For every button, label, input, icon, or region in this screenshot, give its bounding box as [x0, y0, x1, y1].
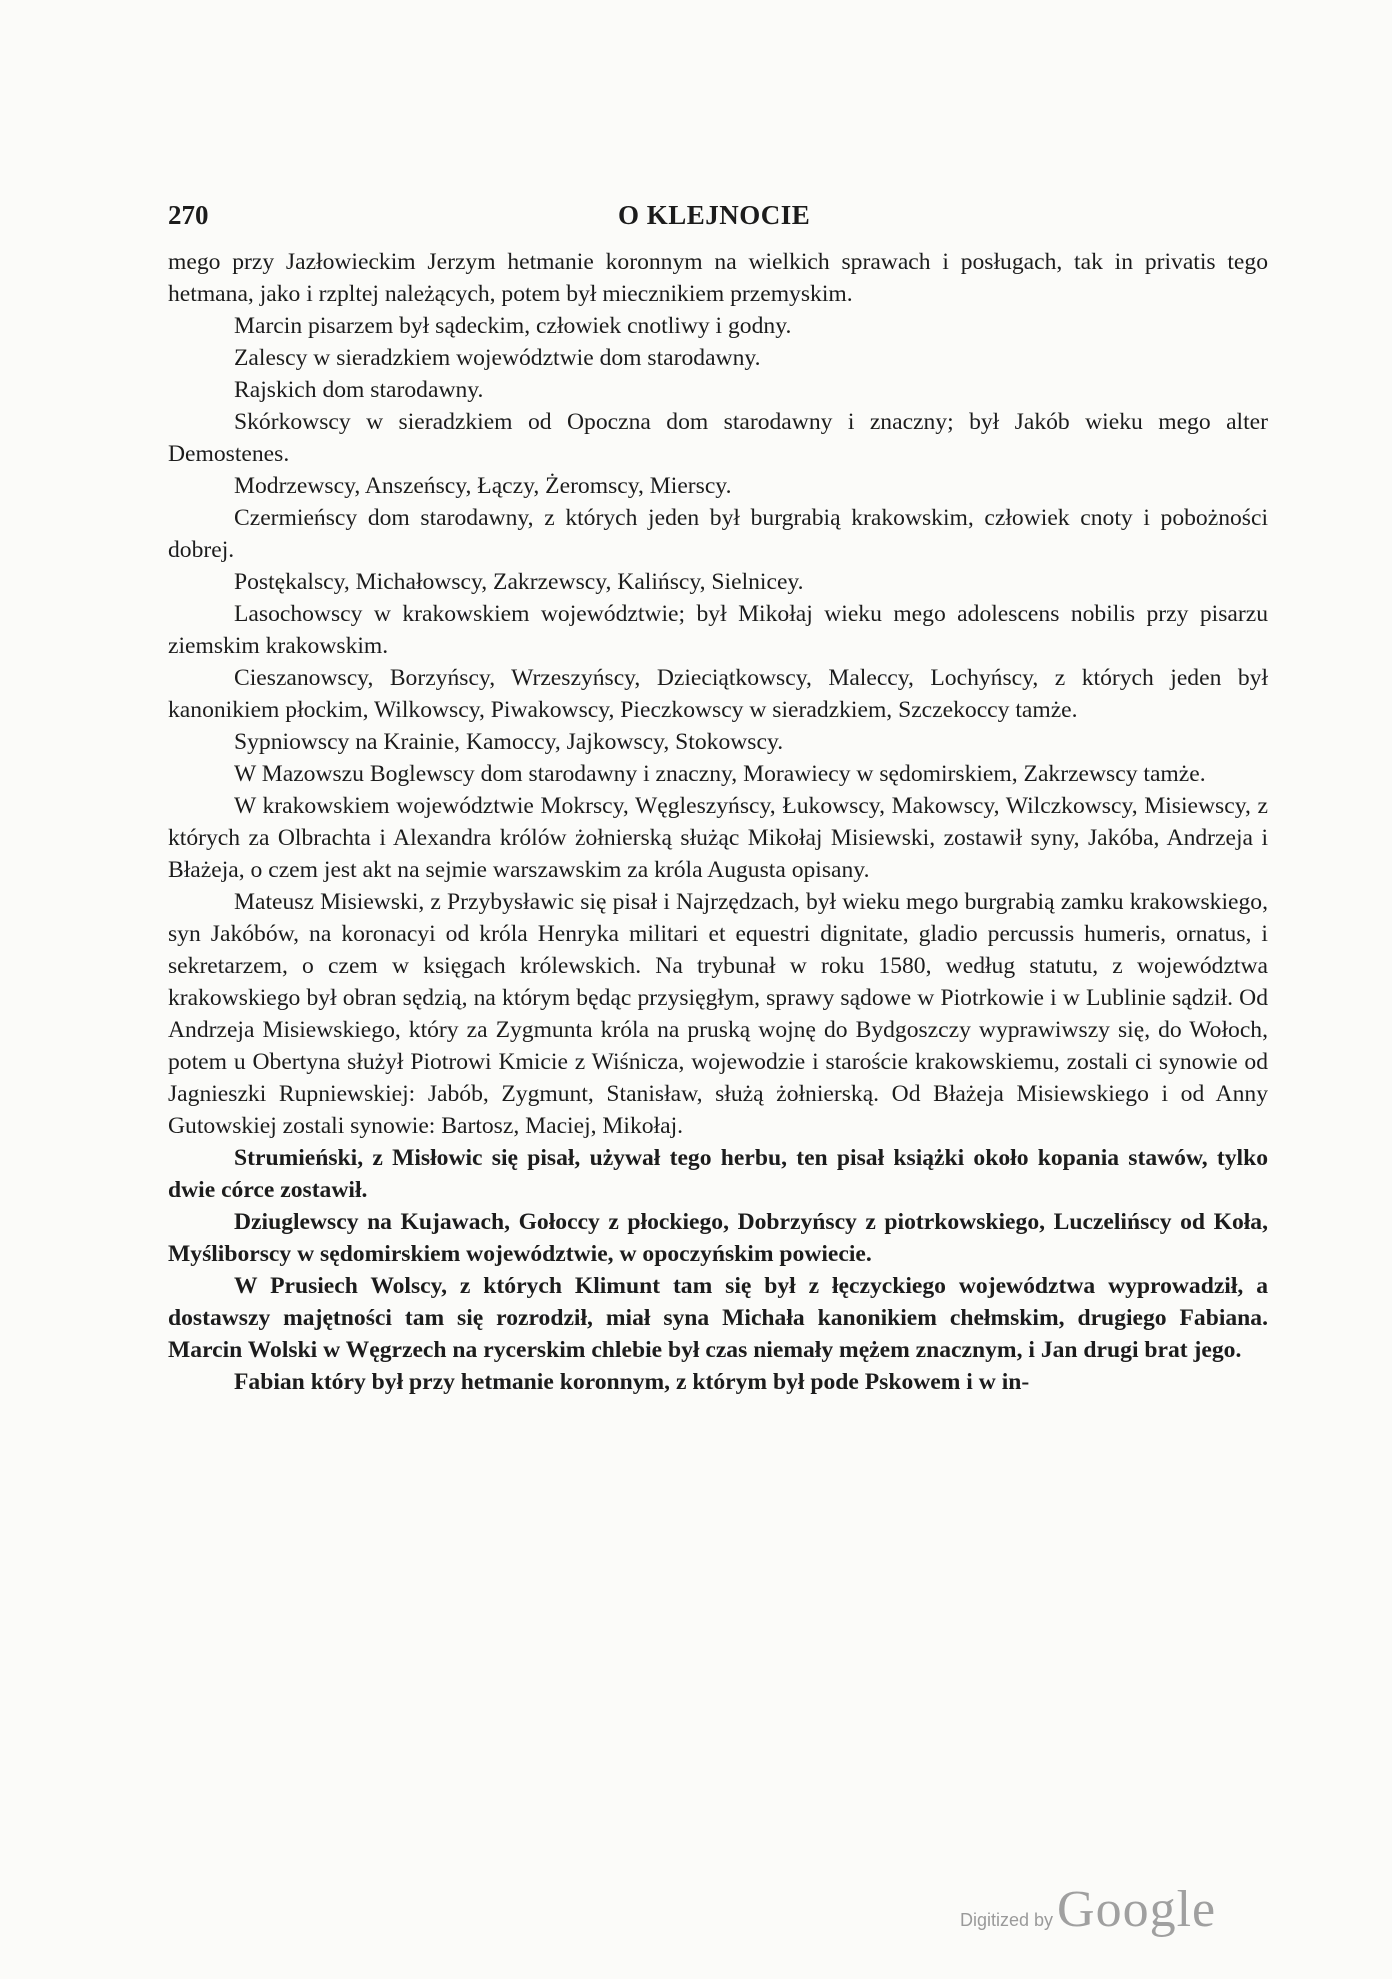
- paragraph: Strumieński, z Misłowic się pisał, używał tego herbu, ten pisał książki około kopania stawów, tylko dwie córce zostawił.: [168, 1145, 1268, 1203]
- paragraph: Cieszanowscy, Borzyńscy, Wrzeszyńscy, Dzieciątkowscy, Maleccy, Lochyńscy, z których jeden był kanonikiem płockim, Wilkowscy, Piwakowscy, Pieczkowscy w sieradzkiem, Szczekoccy tamże.: [168, 665, 1268, 723]
- paragraph: Czermieńscy dom starodawny, z których jeden był burgrabią krakowskim, człowiek cnoty i pobożności dobrej.: [168, 505, 1268, 563]
- paragraph: Skórkowscy w sieradzkiem od Opoczna dom starodawny i znaczny; był Jakób wieku mego alter Demostenes.: [168, 409, 1268, 467]
- page-number: 270: [168, 200, 209, 230]
- google-logo: Google: [1057, 1881, 1217, 1938]
- paragraph: Rajskich dom starodawny.: [234, 377, 484, 403]
- paragraph: mego przy Jazłowieckim Jerzym hetmanie koronnym na wielkich sprawach i posługach, tak in privatis tego hetmana, jako i rzpltej należących, potem był miecznikiem przemyskim.: [168, 249, 1268, 307]
- digitized-watermark: [960, 1880, 1216, 1939]
- running-title: O KLEJNOCIE: [618, 200, 811, 230]
- body-text: [168, 246, 1268, 1398]
- paragraph: W Mazowszu Boglewscy dom starodawny i znaczny, Morawiecy w sędomirskiem, Zakrzewscy tamże.: [234, 761, 1206, 787]
- paragraph: Lasochowscy w krakowskiem województwie; był Mikołaj wieku mego adolescens nobilis przy pisarzu ziemskim krakowskim.: [168, 601, 1268, 659]
- paragraph: W Prusiech Wolscy, z których Klimunt tam się był z łęczyckiego województwa wyprowadził, a dostawszy majętności tam się rozrodził, miał syna Michała kanonikiem chełmskim, drugiego Fabiana. Marcin Wolski w Węgrzech na rycerskim chlebie był czas niemały mężem znacznym, i Jan drugi brat jego.: [168, 1273, 1268, 1363]
- book-page: [168, 190, 1268, 1398]
- paragraph: Postękalscy, Michałowscy, Zakrzewscy, Kalińscy, Sielnicey.: [234, 569, 804, 595]
- digitized-label: Digitized by: [960, 1910, 1054, 1930]
- page-header: [168, 190, 1268, 246]
- paragraph: W krakowskiem województwie Mokrscy, Węgleszyńscy, Łukowscy, Makowscy, Wilczkowscy, Misiewscy, z których za Olbrachta i Alexandra królów żołnierską służąc Mikołaj Misiewski, zostawił syny, Jakóba, Andrzeja i Błażeja, o czem jest akt na sejmie warszawskim za króla Augusta opisany.: [168, 793, 1268, 883]
- paragraph: Sypniowscy na Krainie, Kamoccy, Jajkowscy, Stokowscy.: [234, 729, 784, 755]
- paragraph: Fabian który był przy hetmanie koronnym, z którym był pode Pskowem i w in-: [234, 1369, 1030, 1395]
- paragraph: Modrzewscy, Anszeńscy, Łączy, Żeromscy, Mierscy.: [234, 473, 732, 499]
- paragraph: Marcin pisarzem był sądeckim, człowiek cnotliwy i godny.: [234, 313, 792, 339]
- paragraph: Mateusz Misiewski, z Przybysławic się pisał i Najrzędzach, był wieku mego burgrabią zamku krakowskiego, syn Jakóbów, na koronacyi od króla Henryka militari et equestri dignitate, gladio percussis humeris, ornatus, i sekretarzem, o czem w księgach królewskich. Na trybunał w roku 1580, według statutu, z województwa krakowskiego był obran sędzią, na którym będąc przysięgłym, sprawy sądowe w Piotrkowie i w Lublinie sądził. Od Andrzeja Misiewskiego, który za Zygmunta króla na pruską wojnę do Bydgoszczy wyprawiwszy się, do Wołoch, potem u Obertyna służył Piotrowi Kmicie z Wiśnicza, wojewodzie i staroście krakowskiemu, zostali ci synowie od Jagnieszki Rupniewskiej: Jabób, Zygmunt, Stanisław, służą żołnierską. Od Błażeja Misiewskiego i od Anny Gutowskiej zostali synowie: Bartosz, Maciej, Mikołaj.: [168, 889, 1268, 1139]
- paragraph: Dziuglewscy na Kujawach, Gołoccy z płockiego, Dobrzyńscy z piotrkowskiego, Luczelińscy od Koła, Myśliborscy w sędomirskiem województwie, w opoczyńskim powiecie.: [168, 1209, 1268, 1267]
- paragraph: Zalescy w sieradzkiem województwie dom starodawny.: [234, 345, 761, 371]
